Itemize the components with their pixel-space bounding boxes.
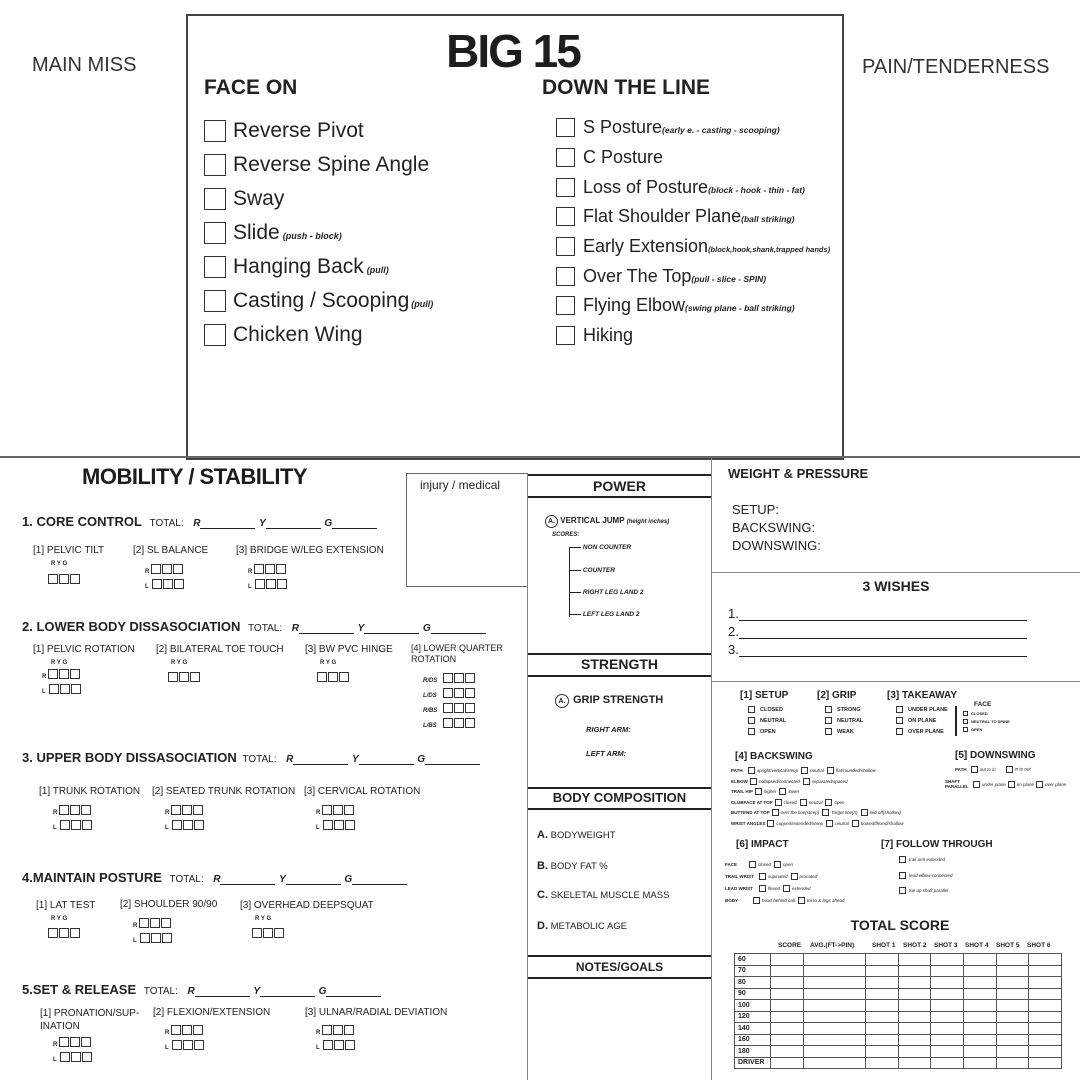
table-row: DRIVER	[735, 1057, 1062, 1069]
face-on-list	[204, 114, 433, 352]
item-note: (early e. - casting - scooping)	[662, 125, 780, 136]
face-divider	[955, 706, 957, 736]
core-control-section	[22, 514, 377, 529]
score-boxes-rl[interactable]: R L	[145, 563, 185, 593]
g-label: G	[417, 754, 426, 765]
g-label: G	[422, 623, 431, 634]
item-label: Reverse Pivot	[233, 119, 364, 142]
checkbox[interactable]	[204, 324, 226, 346]
checkbox[interactable]	[899, 856, 906, 863]
item-label: Flying Elbow	[583, 295, 686, 316]
grip-options: STRONG NEUTRAL WEAK	[825, 705, 863, 738]
y-label: Y	[259, 518, 266, 529]
score-boxes[interactable]	[317, 668, 350, 686]
divider	[712, 572, 1080, 573]
checkbox[interactable]	[801, 767, 808, 774]
checkbox[interactable]	[753, 897, 760, 904]
total-score-title: TOTAL SCORE	[850, 917, 950, 933]
item-note: (block,hook,shank,trapped hands)	[708, 244, 831, 254]
total-label: TOTAL:	[149, 518, 184, 529]
checkbox[interactable]	[825, 706, 832, 713]
downswing-path: PATH out to in in to out	[955, 766, 1031, 772]
table-row: 60	[735, 954, 1062, 966]
item-note: (pull - slice - SPIN)	[691, 273, 767, 284]
maintain-posture-section	[22, 870, 407, 885]
setup-title: [1] SETUP	[740, 690, 789, 701]
score-boxes-rl[interactable]: R L	[165, 1024, 205, 1054]
checkbox[interactable]	[899, 872, 906, 879]
checkbox[interactable]	[798, 897, 805, 904]
test-label: [1] PRONATION/SUP- INATION	[40, 1008, 140, 1032]
checkbox[interactable]	[204, 256, 226, 278]
impact-rows: FACE closed open TRAIL WRIST supinated pronated LEAD WRIST flexed extended BODY head behind ball torso & legs ahead	[725, 862, 845, 903]
table-row: 80	[735, 977, 1062, 989]
divider	[712, 681, 1080, 682]
checkbox[interactable]	[556, 178, 575, 197]
r-label: R	[286, 754, 294, 765]
face-on-item	[204, 148, 433, 182]
r-label: R	[187, 986, 195, 997]
test-label: [3] BRIDGE W/LEG EXTENSION	[236, 545, 384, 556]
middle-column-right-border	[711, 458, 712, 1080]
table-row: 120	[735, 1011, 1062, 1023]
face-on-item	[204, 318, 433, 352]
test-label: [1] PELVIC TILT	[33, 545, 105, 556]
total-label: TOTAL:	[242, 754, 277, 765]
dtl-item	[556, 172, 830, 202]
face-on-item	[204, 250, 433, 284]
weight-pressure-title: WEIGHT & PRESSURE	[728, 466, 869, 481]
test-label: [3] BW PVC HINGE	[305, 644, 393, 655]
checkbox[interactable]	[556, 326, 575, 345]
g-label: G	[318, 986, 327, 997]
dtl-item	[556, 143, 830, 173]
item-label: Over The Top	[583, 265, 692, 286]
item-label: Slide	[233, 221, 280, 244]
downswing-shaft: SHAFT PARALLEL under plane on plane over plane	[945, 779, 1067, 789]
backswing-label: BACKSWING:	[732, 520, 816, 535]
ryg-label: R Y G	[51, 660, 68, 666]
section-title: 5.SET & RELEASE	[22, 982, 137, 997]
y-label: Y	[253, 986, 261, 997]
checkbox[interactable]	[899, 887, 906, 894]
checkbox[interactable]	[896, 706, 903, 713]
scores-label: SCORES:	[552, 532, 580, 538]
table-row: 90	[735, 988, 1062, 1000]
checkbox[interactable]	[775, 799, 782, 806]
takeaway-title: [3] TAKEAWAY	[887, 690, 958, 701]
power-item: LEFT LEG LAND 2	[569, 611, 640, 618]
checkbox[interactable]	[822, 809, 829, 816]
score-boxes[interactable]	[252, 924, 285, 942]
checkbox[interactable]	[556, 267, 575, 286]
test-label: [3] ULNAR/RADIAL DEVIATION	[305, 1007, 448, 1018]
score-boxes[interactable]	[48, 570, 81, 588]
r-label: R	[291, 623, 299, 634]
test-label: [2] SHOULDER 90/90	[120, 899, 218, 910]
score-boxes-rl[interactable]: R L	[53, 1036, 93, 1066]
face-on-item	[204, 182, 433, 216]
test-label: [3] CERVICAL ROTATION	[304, 786, 421, 797]
grip-strength-label: GRIP STRENGTH	[573, 694, 664, 706]
left-arm-label: LEFT ARM:	[586, 749, 627, 758]
test-label: [1] LAT TEST	[36, 900, 96, 911]
item-label: Chicken Wing	[233, 323, 363, 346]
item-label: Flat Shoulder Plane	[583, 206, 742, 227]
dtl-item	[556, 321, 830, 351]
checkbox[interactable]	[1006, 766, 1013, 773]
face-title: FACE	[974, 701, 992, 708]
down-the-line-heading: DOWN THE LINE	[542, 76, 710, 99]
three-wishes-title: 3 WISHES	[862, 578, 930, 594]
body-comp-item: A. BODYWEIGHT	[537, 829, 616, 841]
item-note: (ball striking)	[741, 214, 795, 225]
checkbox[interactable]	[748, 767, 755, 774]
ryg-label: R Y G	[320, 660, 337, 666]
item-note: (swing plane - ball striking)	[685, 303, 795, 314]
checkbox[interactable]	[896, 717, 903, 724]
table-row: 140	[735, 1023, 1062, 1035]
y-label: Y	[357, 623, 365, 634]
checkbox[interactable]	[204, 120, 226, 142]
item-note: (pull)	[411, 299, 434, 309]
checkbox[interactable]	[826, 820, 833, 827]
score-boxes[interactable]	[48, 924, 81, 942]
upper-body-section	[22, 750, 480, 765]
table-row: 70	[735, 965, 1062, 977]
injury-medical-label: injury / medical	[420, 478, 501, 492]
setup-label: SETUP:	[732, 502, 779, 517]
checkbox[interactable]	[556, 118, 575, 137]
score-headers: SCORE AVG.(FT->PIN) SHOT 1 SHOT 2 SHOT 3 SHOT 4 SHOT 5 SHOT 6	[778, 942, 1051, 949]
dtl-item	[556, 202, 830, 232]
g-label: G	[324, 518, 333, 529]
section-title: 1. CORE CONTROL	[22, 514, 142, 529]
score-table	[734, 953, 1062, 1069]
checkbox[interactable]	[556, 148, 575, 167]
injury-medical-box[interactable]	[406, 473, 528, 587]
test-label: [4] LOWER QUARTER ROTATION	[411, 643, 503, 664]
middle-column-left-border	[527, 474, 528, 1080]
item-note: (block - hook - thin - fat)	[708, 184, 805, 195]
item-label: Hanging Back	[233, 255, 364, 278]
checkbox[interactable]	[825, 799, 832, 806]
notes-goals-title: NOTES/GOALS	[575, 960, 664, 974]
face-on-item	[204, 216, 433, 250]
checkbox[interactable]	[973, 781, 980, 788]
downswing-label: DOWNSWING:	[732, 538, 821, 553]
checkbox[interactable]	[750, 778, 757, 785]
checkbox[interactable]	[748, 728, 755, 735]
checkbox[interactable]	[896, 728, 903, 735]
ryg-label: R Y G	[255, 916, 272, 922]
dtl-item	[556, 291, 830, 321]
set-release-section	[22, 982, 381, 997]
table-row: 100	[735, 1000, 1062, 1012]
dtl-item	[556, 113, 830, 143]
a-marker: A.	[545, 515, 558, 528]
item-label: C Posture	[583, 147, 664, 168]
item-label: Hiking	[583, 325, 634, 346]
test-label: [3] OVERHEAD DEEPSQUAT	[240, 900, 374, 911]
down-the-line-list	[556, 113, 830, 351]
item-label: Casting / Scooping	[233, 289, 410, 312]
checkbox[interactable]	[204, 188, 226, 210]
y-label: Y	[351, 754, 359, 765]
checkbox[interactable]	[556, 237, 575, 256]
total-label: TOTAL:	[169, 874, 204, 885]
wish-line[interactable]: 1.	[728, 606, 1027, 621]
grip-title: [2] GRIP	[817, 690, 857, 701]
checkbox[interactable]	[971, 766, 978, 773]
dtl-item	[556, 232, 830, 262]
item-note: (push - block)	[282, 231, 342, 241]
y-label: Y	[279, 874, 286, 885]
follow-through-options: trail arm extended lead elbow connected toe up shaft parallel	[899, 852, 953, 899]
right-arm-label: RIGHT ARM:	[586, 725, 631, 734]
test-label: [1] TRUNK ROTATION	[39, 786, 141, 797]
score-boxes[interactable]	[168, 668, 201, 686]
checkbox[interactable]	[204, 154, 226, 176]
score-boxes-rl[interactable]: R L	[165, 804, 205, 834]
body-comp-item: B. BODY FAT %	[537, 860, 608, 872]
main-miss-label: MAIN MISS	[32, 54, 137, 76]
takeaway-options: UNDER PLANE ON PLANE OVER PLANE	[896, 705, 948, 738]
table-row: 160	[735, 1034, 1062, 1046]
checkbox[interactable]	[1008, 781, 1015, 788]
g-label: G	[344, 874, 353, 885]
test-label: [2] BILATERAL TOE TOUCH	[156, 644, 284, 655]
checkbox[interactable]	[852, 820, 859, 827]
checkbox[interactable]	[963, 711, 968, 716]
big15-card	[186, 14, 844, 460]
checkbox[interactable]	[772, 809, 779, 816]
face-on-heading: FACE ON	[204, 76, 298, 99]
checkbox[interactable]	[803, 778, 810, 785]
section-title: 2. LOWER BODY DISSASOCIATION	[22, 619, 241, 634]
lqr-boxes[interactable]: R/DS L/DS R/BS L/BS	[423, 672, 476, 732]
checkbox[interactable]	[204, 222, 226, 244]
checkbox[interactable]	[749, 861, 756, 868]
test-label: [2] SL BALANCE	[133, 545, 209, 556]
checkbox[interactable]	[825, 717, 832, 724]
face-options: CLOSED NEUTRAL TO SPINE OPEN	[963, 710, 1010, 734]
item-note: (pull)	[366, 265, 389, 275]
section-title: 3. UPPER BODY DISSASOCIATION	[22, 750, 237, 765]
item-label: Early Extension	[583, 236, 709, 257]
grip-strength-row	[555, 694, 663, 708]
section-divider	[0, 456, 1080, 458]
body-comp-item: D. METABOLIC AGE	[537, 920, 628, 932]
score-boxes-rl[interactable]: R L	[42, 668, 82, 698]
impact-title: [6] IMPACT	[736, 839, 789, 850]
body-comp-item: C. SKELETAL MUSCLE MASS	[537, 889, 670, 901]
follow-through-title: [7] FOLLOW THROUGH	[881, 839, 993, 850]
section-title: 4.MAINTAIN POSTURE	[22, 870, 162, 885]
checkbox[interactable]	[556, 207, 575, 226]
checkbox[interactable]	[748, 717, 755, 724]
score-boxes-rl[interactable]: R L	[133, 917, 173, 947]
backswing-title: [4] BACKSWING	[735, 751, 813, 762]
checkbox[interactable]	[1036, 781, 1043, 788]
power-title: POWER	[593, 478, 646, 494]
body-composition-title: BODY COMPOSITION	[552, 790, 687, 805]
vertical-jump-row	[545, 515, 669, 528]
checkbox[interactable]	[827, 767, 834, 774]
test-label: [1] PELVIC ROTATION	[33, 644, 135, 655]
big15-title: BIG 15	[446, 25, 580, 77]
power-item: RIGHT LEG LAND 2	[569, 589, 643, 596]
checkbox[interactable]	[556, 296, 575, 315]
face-on-item	[204, 114, 433, 148]
checkbox[interactable]	[759, 873, 766, 880]
item-label: S Posture	[583, 117, 663, 138]
backswing-rows: PATH upright/vertical/steep neutral flat/rounded/shallow ELBOW collapsed/connected separated/spaced TRAIL HIP higher lower CLUBFACE AT TOP closed neutral open BUTTEND AT TOP over the line(steep) Target line(n) laid off(shallow) WRIST ANGLES cupped/extended/steep neutral bowed/flexed/shallow	[731, 768, 904, 826]
pain-tenderness-label: PAIN/TENDERNESS	[862, 56, 1050, 78]
lower-body-section	[22, 619, 486, 634]
ryg-label: R Y G	[51, 916, 68, 922]
ryg-label: R Y G	[171, 660, 188, 666]
wish-line[interactable]: 2.	[728, 624, 1027, 639]
checkbox[interactable]	[783, 885, 790, 892]
checkbox[interactable]	[767, 820, 774, 827]
checkbox[interactable]	[800, 799, 807, 806]
table-row: 180	[735, 1046, 1062, 1058]
vertical-jump-unit: (height inches)	[626, 519, 670, 525]
item-label: Reverse Spine Angle	[233, 153, 430, 176]
checkbox[interactable]	[755, 788, 762, 795]
checkbox[interactable]	[963, 719, 968, 724]
total-label: TOTAL:	[248, 623, 283, 634]
checkbox[interactable]	[861, 809, 868, 816]
checkbox[interactable]	[204, 290, 226, 312]
power-item: COUNTER	[569, 567, 615, 574]
checkbox[interactable]	[825, 728, 832, 735]
vertical-jump-label: VERTICAL JUMP	[560, 516, 625, 525]
checkbox[interactable]	[791, 873, 798, 880]
item-label: Sway	[233, 187, 285, 210]
checkbox[interactable]	[774, 861, 781, 868]
checkbox[interactable]	[779, 788, 786, 795]
checkbox[interactable]	[963, 727, 968, 732]
r-label: R	[193, 518, 201, 529]
a-marker: A.	[555, 694, 569, 708]
power-item: NON COUNTER	[569, 544, 631, 551]
strength-title: STRENGTH	[581, 656, 658, 672]
total-label: TOTAL:	[143, 986, 178, 997]
test-label: [2] SEATED TRUNK ROTATION	[152, 786, 296, 797]
score-boxes-rl[interactable]: R L	[53, 804, 93, 834]
r-label: R	[213, 874, 221, 885]
test-label: [2] FLEXION/EXTENSION	[153, 1007, 271, 1018]
ryg-label: R Y G	[51, 561, 68, 567]
score-boxes-rl[interactable]: R L	[316, 804, 356, 834]
score-boxes-rl[interactable]: R L	[248, 563, 288, 593]
face-on-item	[204, 284, 433, 318]
mobility-title: MOBILITY / STABILITY	[82, 464, 308, 489]
setup-options: CLOSED NEUTRAL OPEN	[748, 705, 786, 738]
checkbox[interactable]	[748, 706, 755, 713]
score-boxes-rl[interactable]: R L	[316, 1024, 356, 1054]
dtl-item	[556, 261, 830, 291]
item-label: Loss of Posture	[583, 176, 709, 197]
wish-line[interactable]: 3.	[728, 642, 1027, 657]
downswing-title: [5] DOWNSWING	[955, 750, 1036, 761]
checkbox[interactable]	[759, 885, 766, 892]
scores-bracket	[569, 548, 581, 617]
